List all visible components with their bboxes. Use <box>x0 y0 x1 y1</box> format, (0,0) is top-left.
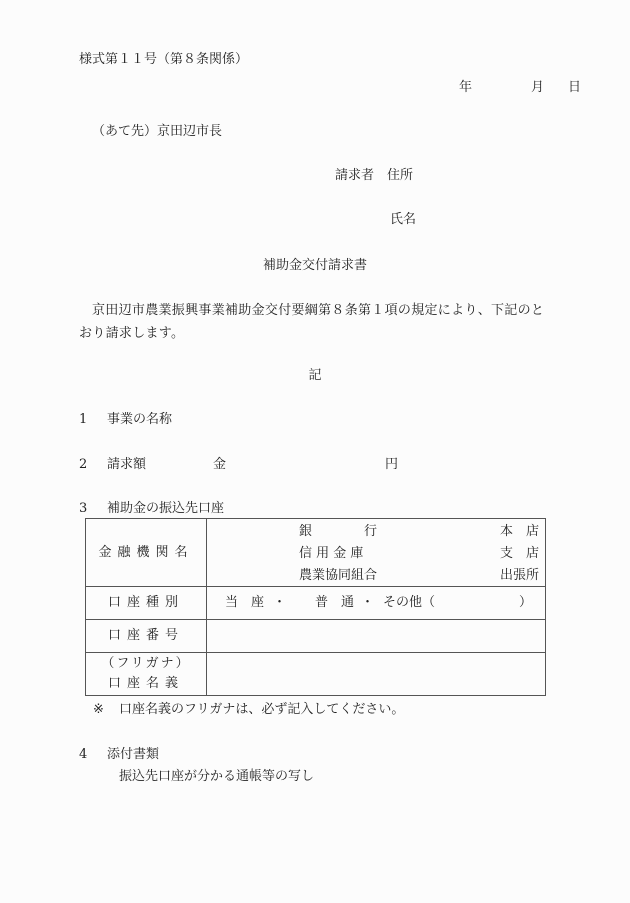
table-row-institution <box>86 519 546 587</box>
item-label: 添付書類 <box>107 747 160 762</box>
institution-field[interactable] <box>207 519 546 587</box>
institution-type-ja: 農業協同組合 <box>299 568 378 583</box>
amount-prefix: 金 <box>213 457 227 472</box>
note-text: 口座名義のフリガナは、必ず記入してください。 <box>119 702 405 717</box>
addressee: （あて先）京田辺市長 <box>92 124 223 139</box>
institution-label: 金融機関名 <box>86 519 207 587</box>
table-row-account-holder <box>86 653 546 696</box>
item-label: 事業の名称 <box>107 412 173 427</box>
option-current[interactable]: 当 座 <box>225 595 265 610</box>
attachment-detail: 振込先口座が分かる通帳等の写し <box>119 769 315 784</box>
date-line <box>459 79 581 97</box>
date-month-label: 月 <box>530 80 544 95</box>
address-label: 住所 <box>387 168 414 183</box>
item-number: 2 <box>79 457 88 472</box>
table-row-account-type <box>86 587 546 620</box>
account-number-label: 口座番号 <box>86 620 207 653</box>
furigana-note <box>93 701 404 719</box>
requester-address-line <box>335 167 413 185</box>
account-holder-label-cell <box>86 653 207 696</box>
item-request-amount <box>79 456 399 474</box>
item-label: 補助金の振込先口座 <box>107 501 225 516</box>
furigana-label: （フリガナ） <box>101 656 191 671</box>
table-row-account-number <box>86 620 546 653</box>
separator: ・ <box>361 595 375 610</box>
institution-type-shinkin: 信 用 金 庫 <box>299 546 364 561</box>
account-holder-field[interactable] <box>207 653 546 696</box>
option-ordinary[interactable]: 普 通 <box>315 595 355 610</box>
requester-label: 請求者 <box>335 168 375 183</box>
separator: ・ <box>273 595 287 610</box>
option-other[interactable]: その他（ <box>383 595 436 610</box>
amount-suffix: 円 <box>385 457 399 472</box>
option-other-close: ） <box>519 595 533 610</box>
account-holder-label: 口座名義 <box>107 676 184 691</box>
body-paragraph: 京田辺市農業振興事業補助金交付要綱第８条第１項の規定により、下記のとおり請求します。 <box>79 303 545 341</box>
date-year-label: 年 <box>459 80 473 95</box>
branch-type-main: 本 店 <box>499 524 539 539</box>
branch-type-office: 出張所 <box>499 568 539 583</box>
account-type-field[interactable] <box>207 587 546 620</box>
item-project-name <box>79 411 172 429</box>
document-title: 補助金交付請求書 <box>262 258 367 273</box>
item-bank-account <box>79 500 224 518</box>
institution-type-bank: 銀 行 <box>299 524 378 539</box>
item-number: 1 <box>79 412 88 427</box>
account-type-label: 口座種別 <box>86 587 207 620</box>
item-number: 3 <box>79 501 88 516</box>
account-number-field[interactable] <box>207 620 546 653</box>
ki-heading: 記 <box>308 368 322 383</box>
date-day-label: 日 <box>568 80 582 95</box>
requester-name-label: 氏名 <box>390 212 417 227</box>
item-number: 4 <box>79 747 88 762</box>
reference-mark-icon: ※ <box>93 702 104 717</box>
item-label: 請求額 <box>107 457 147 472</box>
bank-account-table <box>85 518 546 696</box>
branch-type-branch: 支 店 <box>499 546 539 561</box>
form-number: 様式第１１号（第８条関係） <box>79 52 249 67</box>
item-attachments <box>79 746 159 764</box>
